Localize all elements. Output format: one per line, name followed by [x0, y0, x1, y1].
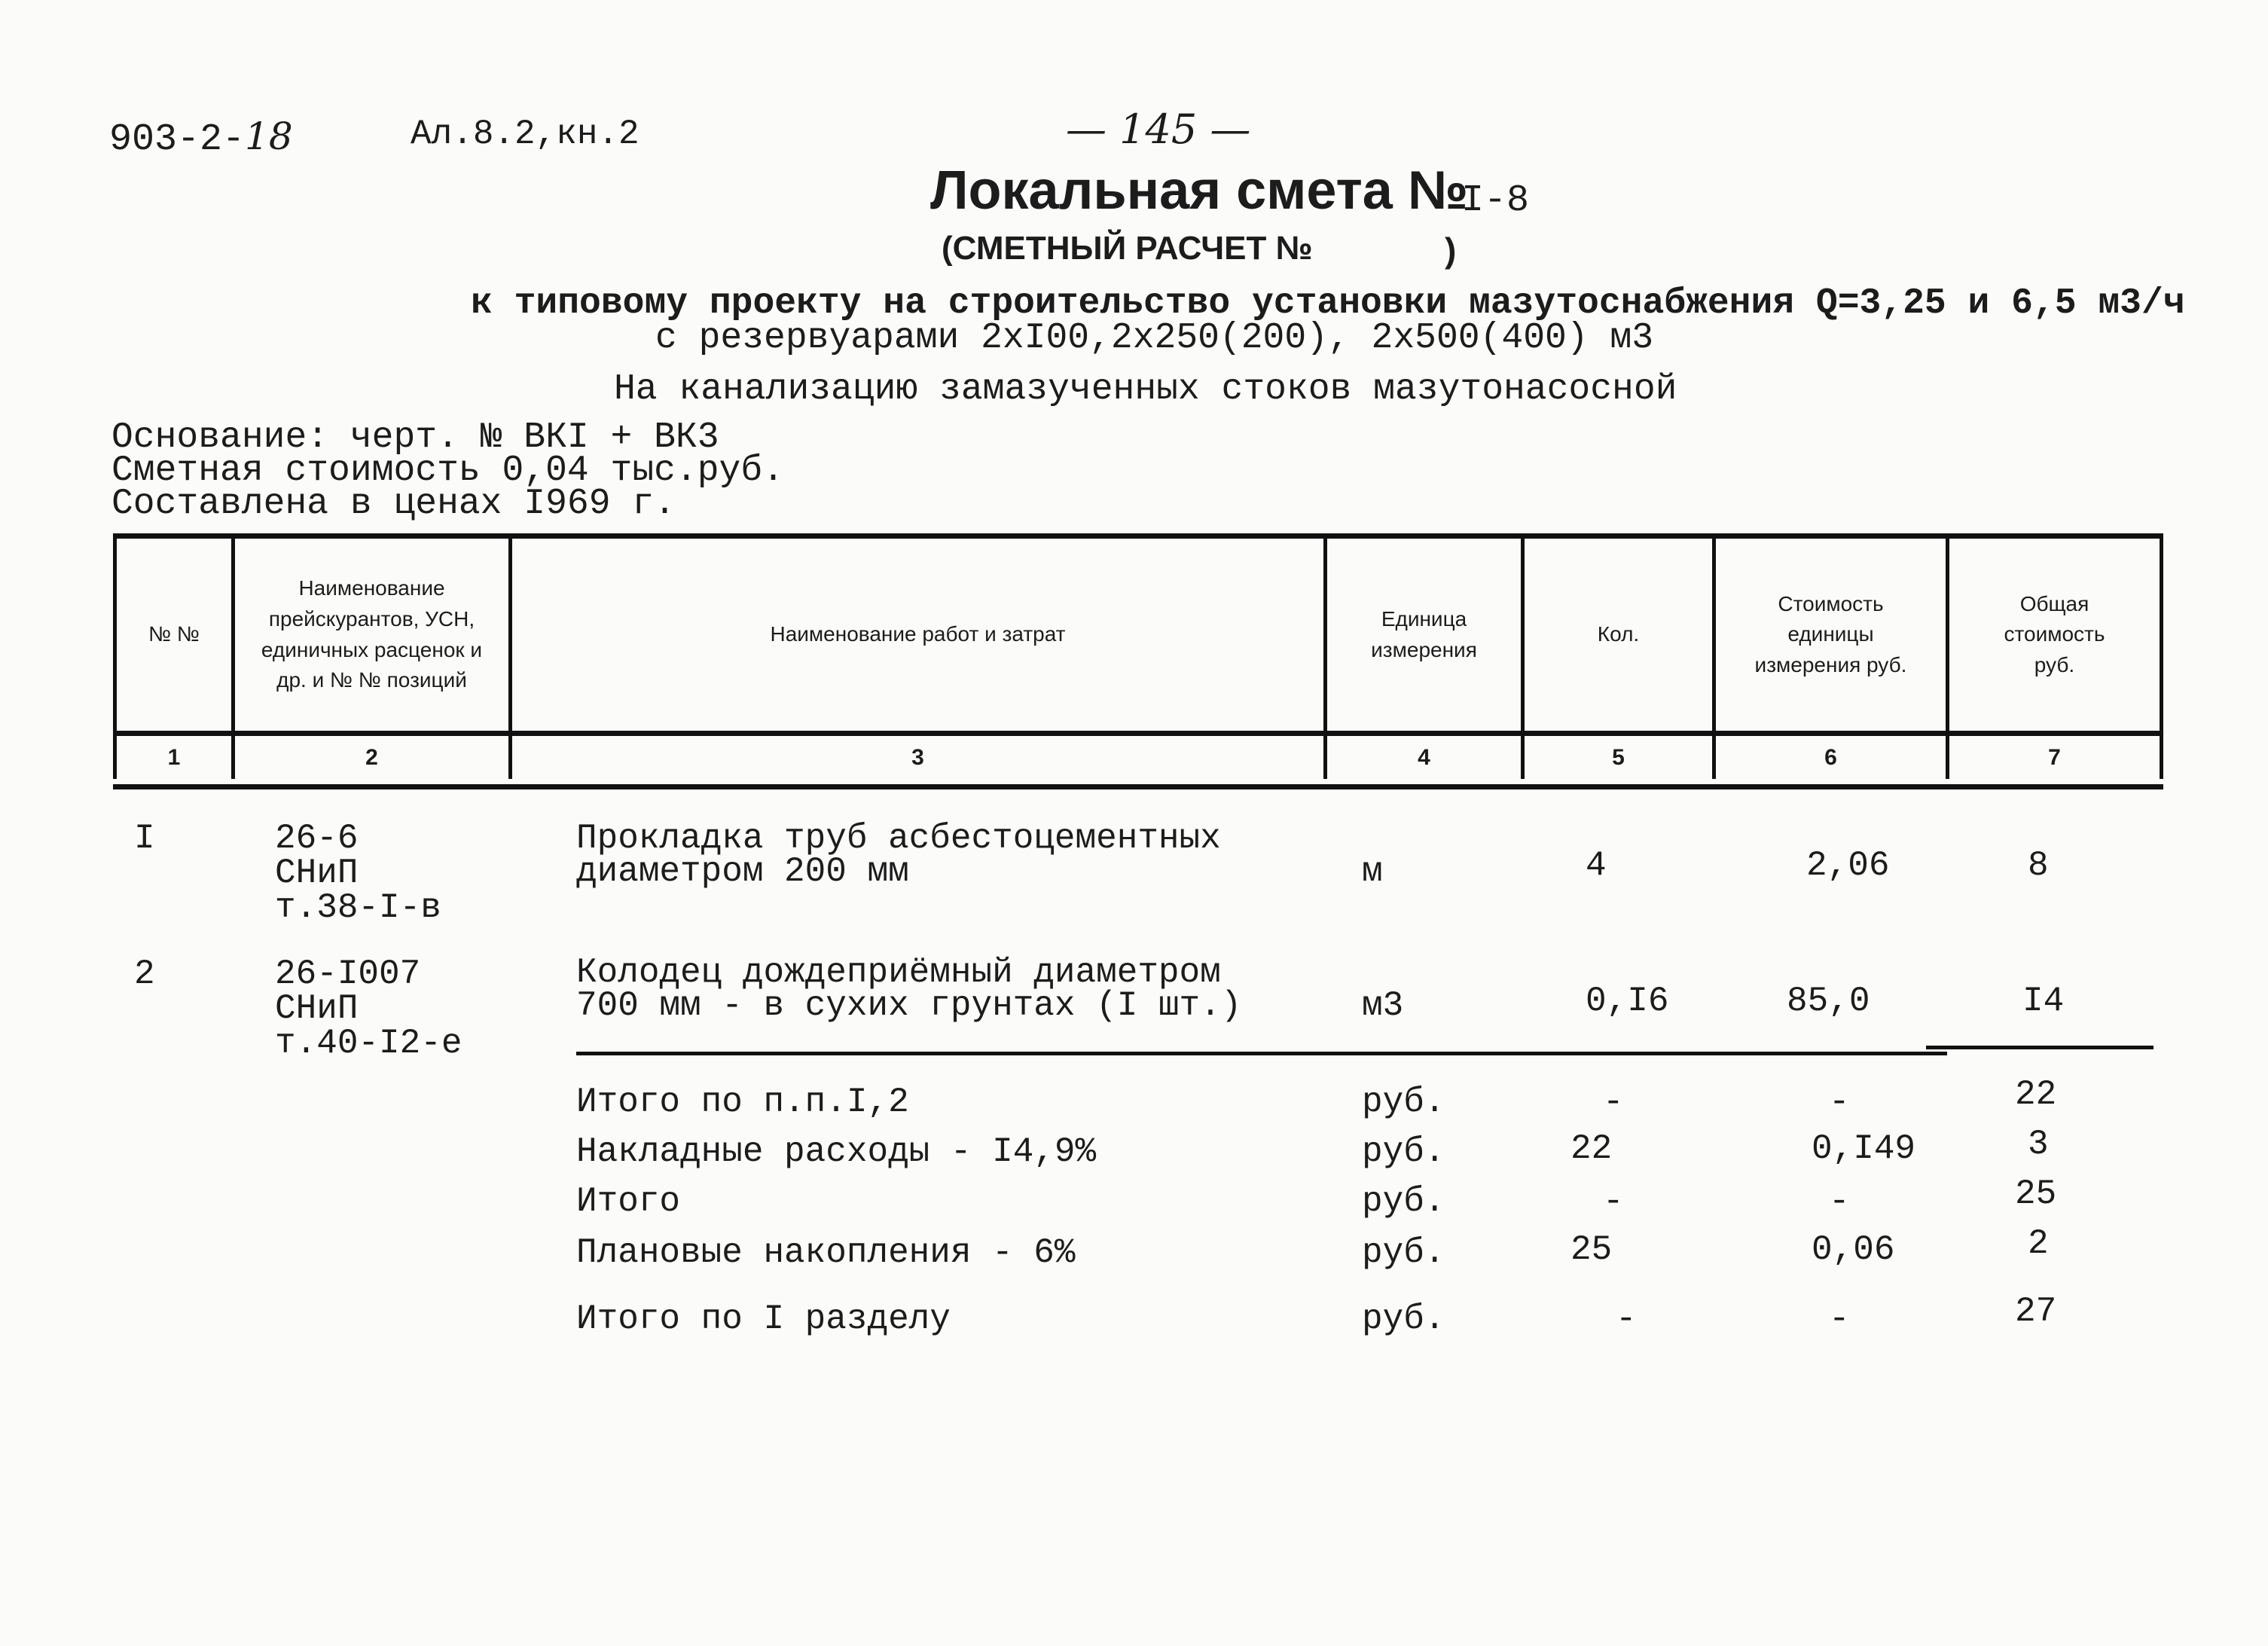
document-code: 903-2-18 — [109, 115, 293, 161]
summary-4-quantity: 25 — [1571, 1230, 1613, 1269]
col-number-4: 4 — [1323, 736, 1521, 779]
col-number-1: 1 — [113, 736, 231, 779]
summary-2-total: 3 — [2028, 1125, 2049, 1164]
estimated-cost: Сметная стоимость 0,04 тыс.руб. — [111, 450, 784, 491]
header-col-unit: Единица измерения — [1323, 539, 1521, 731]
album-reference: Ал.8.2,кн.2 — [411, 115, 639, 154]
row-2-unit: м3 — [1362, 986, 1404, 1025]
row-2-code-line2: СНиП — [275, 989, 359, 1028]
summary-3-quantity: - — [1603, 1182, 1624, 1221]
summary-4-name: Плановые накопления - 6% — [576, 1233, 1076, 1272]
project-description-line2: с резервуарами 2хI00,2х250(200), 2х500(400) м3 — [655, 318, 1654, 359]
row-1-name-line1: Прокладка труб асбестоцементных — [576, 819, 1221, 858]
summary-1-total: 22 — [2015, 1075, 2057, 1114]
subtitle: (СМЕТНЫЙ РАСЧЕТ № — [942, 230, 1313, 267]
row-2-code-line1: 26-I007 — [275, 954, 421, 994]
document-code-handwritten: 18 — [245, 115, 293, 158]
estimate-purpose: На канализацию замазученных стоков мазутонасосной — [614, 369, 1677, 410]
page-title: Локальная смета № — [930, 160, 1469, 221]
estimate-number: I-8 — [1461, 179, 1530, 222]
summary-3-total: 25 — [2015, 1174, 2057, 1214]
subtitle-close-paren: ) — [1445, 231, 1457, 270]
row-2-quantity: 0,I6 — [1586, 982, 1669, 1021]
summary-2-unit: руб. — [1362, 1132, 1445, 1171]
row-1-quantity: 4 — [1586, 846, 1607, 885]
col-number-5: 5 — [1521, 736, 1712, 779]
summary-5-unit-cost: - — [1829, 1299, 1850, 1339]
header-col-quantity: Кол. — [1521, 539, 1712, 731]
summary-5-unit: руб. — [1362, 1299, 1445, 1339]
summary-3-unit-cost: - — [1829, 1182, 1850, 1221]
row-1-code-line3: т.38-I-в — [275, 888, 441, 927]
summary-4-unit: руб. — [1362, 1233, 1445, 1272]
summary-2-unit-cost: 0,I49 — [1812, 1129, 1916, 1168]
row-1-total: 8 — [2028, 846, 2049, 885]
header-col-unit-cost: Стоимость единицы измерения руб. — [1712, 539, 1946, 731]
row-2-code-line3: т.40-I2-е — [275, 1024, 462, 1063]
total-column-separator-line — [1926, 1046, 2154, 1049]
summary-1-unit: руб. — [1362, 1083, 1445, 1122]
header-col-number: № № — [113, 539, 231, 731]
header-col-total-cost: Общая стоимость руб. — [1946, 539, 2163, 731]
row-1-unit-cost: 2,06 — [1806, 846, 1890, 885]
row-2-unit-cost: 85,0 — [1787, 982, 1870, 1021]
row-1-name-line2: диаметром 200 мм — [576, 852, 909, 891]
col-number-7: 7 — [1946, 736, 2163, 779]
summary-5-name: Итого по I разделу — [576, 1299, 951, 1339]
summary-1-name: Итого по п.п.I,2 — [576, 1083, 909, 1122]
row-2-name-line1: Колодец дождеприёмный диаметром — [576, 953, 1221, 992]
page-number: — 145 — — [1066, 105, 1251, 153]
basis-drawings: Основание: черт. № ВКI + ВК3 — [111, 417, 719, 458]
summary-1-unit-cost: - — [1829, 1083, 1850, 1122]
col-number-2: 2 — [231, 736, 508, 779]
row-2-number: 2 — [134, 954, 155, 994]
row-1-code-line2: СНиП — [275, 854, 359, 893]
subtotal-separator-line — [576, 1052, 1947, 1055]
summary-3-name: Итого — [576, 1182, 681, 1221]
price-base-year: Составлена в ценах I969 г. — [111, 484, 676, 524]
summary-1-quantity: - — [1603, 1083, 1624, 1122]
row-2-name-line2: 700 мм - в сухих грунтах (I шт.) — [576, 986, 1242, 1025]
summary-3-unit: руб. — [1362, 1182, 1445, 1221]
summary-5-quantity: - — [1616, 1299, 1637, 1339]
summary-2-name: Накладные расходы - I4,9% — [576, 1132, 1097, 1171]
project-description-line1: к типовому проекту на строительство установки мазутоснабжения Q=3,25 и 6,5 м3/ч — [471, 283, 2185, 324]
estimate-table-header — [113, 533, 2163, 789]
header-col-work-name: Наименование работ и затрат — [508, 539, 1323, 731]
header-col-price-reference: Наименование прейскурантов, УСН, единичных расценок и др. и № № позиций — [231, 539, 508, 731]
header-separator — [113, 731, 2163, 736]
col-number-6: 6 — [1712, 736, 1946, 779]
col-number-3: 3 — [508, 736, 1323, 779]
summary-2-quantity: 22 — [1571, 1129, 1613, 1168]
row-1-number: I — [134, 819, 155, 858]
row-2-total: I4 — [2022, 982, 2065, 1021]
summary-4-unit-cost: 0,06 — [1812, 1230, 1895, 1269]
row-1-code-line1: 26-6 — [275, 819, 359, 858]
row-1-unit: м — [1362, 852, 1383, 891]
summary-4-total: 2 — [2028, 1224, 2049, 1263]
summary-5-total: 27 — [2015, 1292, 2057, 1331]
